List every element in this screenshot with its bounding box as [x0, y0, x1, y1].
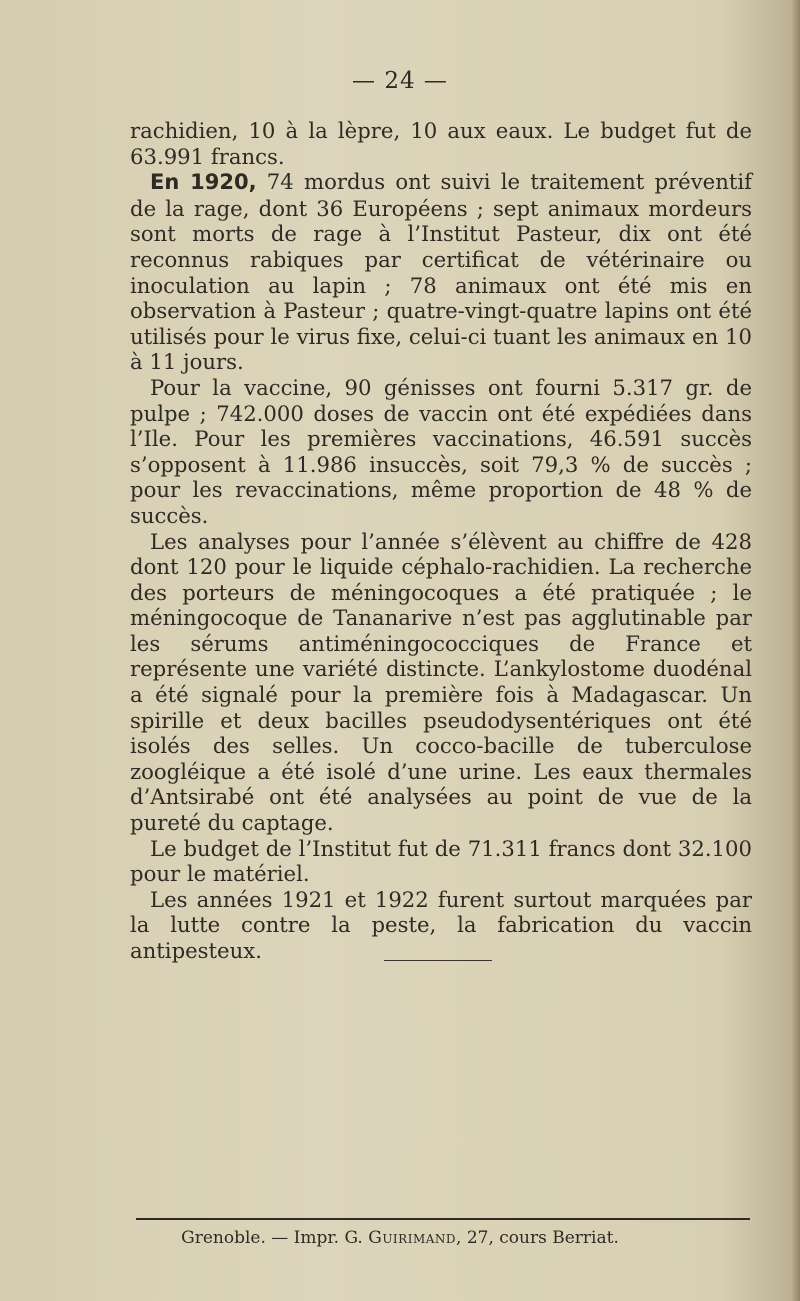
page-number: — 24 — [352, 68, 448, 94]
printer-imprint [0, 1228, 800, 1248]
paragraph-1: rachidien, 10 à la lèpre, 10 aux eaux. Le budget fut de 63.991 francs. [130, 118, 752, 169]
paragraph-2-text: 74 mordus ont suivi le traitement préventif de la rage, dont 36 Européens ; sept animaux mordeurs sont morts de rage à l’Institut Pasteur, dix ont été reconnus rabiques par certificat de vétérinaire ou inoculation au lapin ; 78 animaux ont été mis en observation à Pasteur ; quatre-vingt-quatre lapins ont été utilisés pour le virus fixe, celui-ci tuant les animaux en 10 à 11 jours. [130, 169, 752, 375]
imprint-suffix: , 27, cours Berriat. [456, 1228, 619, 1248]
paragraph-5: Le budget de l’Institut fut de 71.311 francs dont 32.100 pour le matériel. [130, 835, 752, 887]
section-divider [384, 960, 492, 961]
paragraph-2-lead: En 1920, [150, 170, 257, 195]
paragraph-3: Pour la vaccine, 90 génisses ont fourni 5.317 gr. de pulpe ; 742.000 doses de vaccin ont été expédiées dans l’Ile. Pour les premières vaccinations, 46.591 succès s’opposent à 11.986 insuccès, soit 79,3 % de succès ; pour les revaccinations, même proportion de 48 % de succès. [130, 374, 752, 528]
imprint-prefix: Grenoble. — Impr. G. [181, 1228, 369, 1248]
page-edge [790, 0, 800, 1301]
footer-rule [136, 1218, 750, 1220]
body-text [130, 118, 752, 964]
paragraph-4: Les analyses pour l’année s’élèvent au chiffre de 428 dont 120 pour le liquide céphalo-rachidien. La recherche des porteurs de méningocoques a été pratiquée ; le méningocoque de Tananarive n’est pas agglutinable par les sérums antiméningococciques de France et représente une variété distincte. L’ankylostome duodénal a été signalé pour la première fois à Madagascar. Un spirille et deux bacilles pseudodysentériques ont été isolés des selles. Un cocco-bacille de tuberculose zoogléique a été isolé d’une urine. Les eaux thermales d’Antsirabé ont été analysées au point de vue de la pureté du captage. [130, 528, 752, 836]
paragraph-6: Les années 1921 et 1922 furent surtout marquées par la lutte contre la peste, la fabrication du vaccin antipesteux. [130, 886, 752, 963]
paragraph-2 [130, 169, 752, 375]
imprint-printer-name: Guirimand [368, 1228, 457, 1248]
